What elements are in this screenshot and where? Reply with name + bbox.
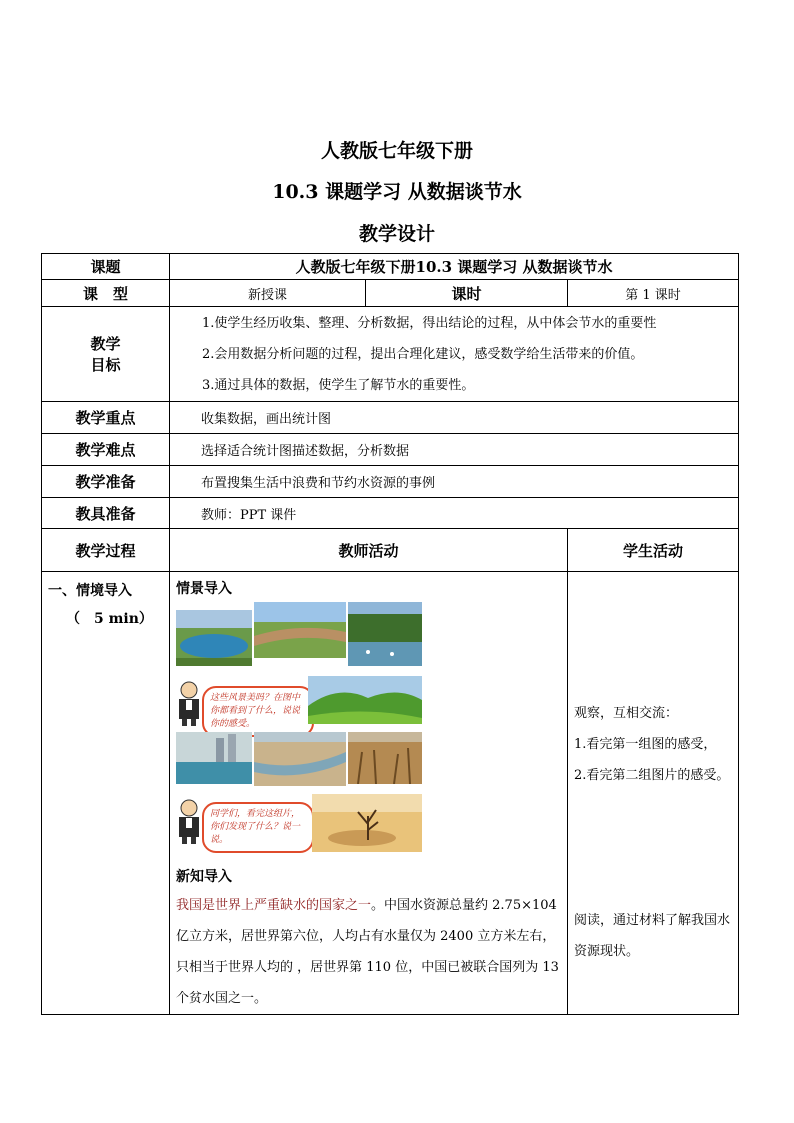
speech-bubble-1: 这些风景美吗？在图中你都看到了什么，说说你的感受。 bbox=[202, 686, 314, 737]
scene-image-collage bbox=[170, 602, 567, 860]
student-activity-cell bbox=[568, 572, 739, 1015]
difficulty-label: 教学难点 bbox=[42, 434, 170, 466]
speech-bubble-2: 同学们，看完这组片，你们发现了什么？说一说。 bbox=[202, 802, 314, 853]
topic-value: 人教版七年级下册10.3 课题学习 从数据谈节水 bbox=[170, 254, 739, 280]
goal-item: 2.会用数据分析问题的过程，提出合理化建议，感受数学给生活带来的价值。 bbox=[202, 346, 644, 362]
river-landscape-image bbox=[254, 602, 346, 658]
student-item: 1.看完第一组图的感受， bbox=[574, 737, 717, 752]
lake-landscape-image bbox=[176, 610, 252, 666]
cartoon-teacher-icon bbox=[174, 798, 204, 844]
period-value: 第 1 课时 bbox=[568, 280, 739, 307]
key-value: 收集数据，画出统计图 bbox=[170, 402, 739, 434]
period-label: 课时 bbox=[366, 280, 568, 307]
tools-label: 教具准备 bbox=[42, 498, 170, 529]
tools-value: 教师：PPT 课件 bbox=[170, 498, 739, 529]
document-title: 人教版七年级下册 bbox=[320, 140, 473, 162]
teacher-activity-label: 教师活动 bbox=[170, 529, 568, 572]
goal-item: 3.通过具体的数据，使学生了解节水的重要性。 bbox=[202, 377, 475, 393]
phase1-time: （ 5 min） bbox=[66, 611, 153, 627]
goals-list bbox=[170, 307, 739, 402]
type-label: 课 型 bbox=[42, 280, 170, 307]
scene-title: 情景导入 bbox=[176, 581, 232, 597]
paragraph-rest: 。中国水资源总量约 2.75×104 亿立方米，居世界第六位，人均占有水量仅为 2400 立方米左右，只相当于世界人均的 ，居世界第 110 位，中国已被联合国列为 13 个贫水国之一。 bbox=[176, 898, 559, 1006]
type-value: 新授课 bbox=[170, 280, 366, 307]
lesson-title: 10.3 课题学习 从数据谈节水 bbox=[272, 181, 522, 203]
polluted-river-city-image bbox=[176, 732, 252, 784]
lesson-plan-table bbox=[41, 253, 739, 1015]
goals-label-line1: 教学 bbox=[90, 335, 121, 353]
forest-wetland-image bbox=[348, 602, 422, 666]
drought-crops-image bbox=[348, 732, 422, 784]
process-label: 教学过程 bbox=[42, 529, 170, 572]
difficulty-value: 选择适合统计图描述数据，分析数据 bbox=[170, 434, 739, 466]
student-item: 观察，互相交流： bbox=[574, 706, 679, 721]
prep-value: 布置搜集生活中浪费和节约水资源的事例 bbox=[170, 466, 739, 498]
new-knowledge-title: 新知导入 bbox=[176, 869, 232, 885]
goals-label bbox=[42, 307, 170, 402]
topic-label: 课题 bbox=[42, 254, 170, 280]
grassland-image bbox=[308, 676, 422, 724]
phase1-cell bbox=[42, 572, 170, 1015]
desert-dead-tree-image bbox=[312, 794, 422, 852]
dry-riverbed-image bbox=[254, 732, 346, 786]
key-label: 教学重点 bbox=[42, 402, 170, 434]
goal-item: 1.使学生经历收集、整理、分析数据，得出结论的过程，从中体会节水的重要性 bbox=[202, 315, 657, 331]
student-item: 2.看完第二组图片的感受。 bbox=[574, 768, 730, 783]
goals-label-line2: 目标 bbox=[90, 356, 121, 374]
highlight-sentence: 我国是世界上严重缺水的国家之一 bbox=[176, 898, 372, 913]
student-activity-label: 学生活动 bbox=[568, 529, 739, 572]
cartoon-teacher-icon bbox=[174, 680, 204, 726]
phase1-title: 一、情境导入 bbox=[48, 583, 132, 599]
student-item: 阅读，通过材料了解我国水资源现状。 bbox=[574, 913, 731, 959]
design-title: 教学设计 bbox=[358, 223, 435, 245]
prep-label: 教学准备 bbox=[42, 466, 170, 498]
teacher-activity-cell bbox=[170, 572, 568, 1015]
water-resource-paragraph bbox=[176, 890, 563, 1014]
